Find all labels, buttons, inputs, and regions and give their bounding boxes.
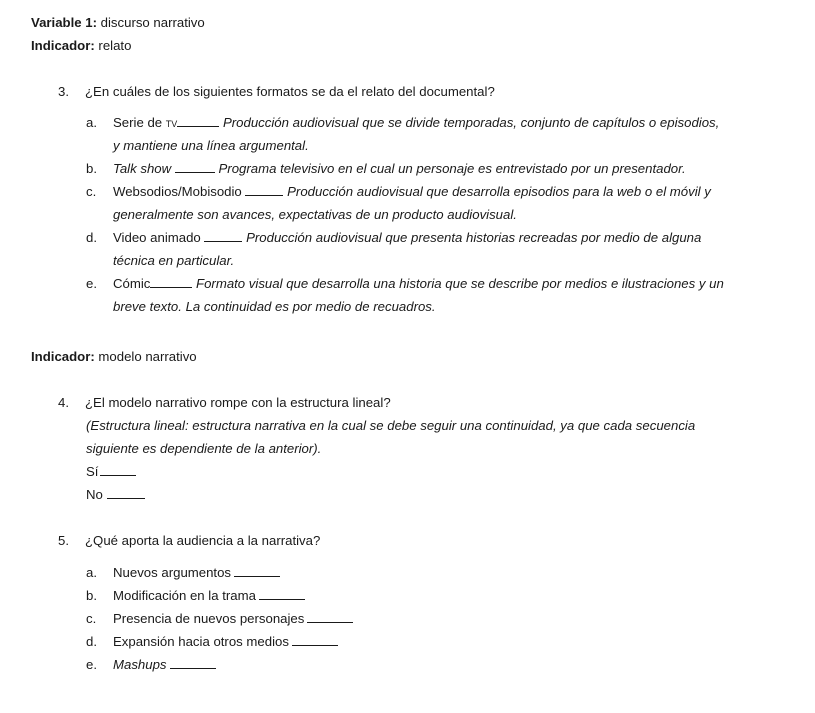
question-4 bbox=[58, 394, 391, 412]
option-label: Sí bbox=[86, 464, 99, 479]
list-item bbox=[86, 160, 686, 178]
variable-value: discurso narrativo bbox=[100, 15, 205, 30]
list-item bbox=[86, 587, 305, 605]
item-name: Video animado bbox=[113, 230, 201, 245]
item-description-cont: y mantiene una línea argumental. bbox=[113, 138, 309, 153]
answer-blank[interactable] bbox=[307, 610, 353, 623]
indicator-value: relato bbox=[98, 38, 132, 53]
answer-blank[interactable] bbox=[245, 183, 283, 196]
question-number: 4. bbox=[58, 395, 69, 410]
question-text: ¿Qué aporta la audiencia a la narrativa? bbox=[85, 533, 321, 548]
list-item bbox=[86, 229, 701, 247]
answer-blank[interactable] bbox=[292, 633, 338, 646]
item-letter: e. bbox=[86, 276, 97, 291]
item-letter: c. bbox=[86, 184, 97, 199]
item-name: Cómic bbox=[113, 276, 151, 291]
item-letter: e. bbox=[86, 657, 97, 672]
item-letter: b. bbox=[86, 588, 97, 603]
item-name-suffix: TV bbox=[165, 119, 178, 129]
indicator-value: modelo narrativo bbox=[98, 349, 197, 364]
answer-blank[interactable] bbox=[100, 463, 136, 476]
question-3 bbox=[58, 83, 495, 101]
item-name: Talk show bbox=[113, 161, 172, 176]
list-item bbox=[86, 183, 711, 201]
indicator-label: Indicador: bbox=[31, 38, 95, 53]
question-number: 5. bbox=[58, 533, 69, 548]
item-letter: d. bbox=[86, 230, 97, 245]
answer-blank[interactable] bbox=[150, 275, 192, 288]
item-name: Expansión hacia otros medios bbox=[113, 634, 289, 649]
item-description: Formato visual que desarrolla una historia que se describe por medios e ilustraciones y un bbox=[196, 276, 724, 291]
item-description: Programa televisivo en el cual un personaje es entrevistado por un presentador. bbox=[218, 161, 686, 176]
item-letter: d. bbox=[86, 634, 97, 649]
option-label: No bbox=[86, 487, 103, 502]
option-no bbox=[86, 486, 145, 504]
item-name: Mashups bbox=[113, 657, 167, 672]
answer-blank[interactable] bbox=[177, 114, 219, 127]
item-letter: c. bbox=[86, 611, 97, 626]
item-name: Nuevos argumentos bbox=[113, 565, 232, 580]
item-description-cont: generalmente son avances, expectativas de un producto audiovisual. bbox=[113, 207, 517, 222]
list-item bbox=[86, 633, 338, 651]
list-item bbox=[86, 564, 280, 582]
item-name: Websodios/Mobisodio bbox=[113, 184, 242, 199]
question-note-cont: siguiente es dependiente de la anterior). bbox=[86, 441, 322, 456]
indicator-2-heading bbox=[31, 348, 197, 366]
question-text: ¿En cuáles de los siguientes formatos se da el relato del documental? bbox=[85, 84, 495, 99]
item-name: Modificación en la trama bbox=[113, 588, 256, 603]
item-letter: a. bbox=[86, 565, 97, 580]
variable-label: Variable 1: bbox=[31, 15, 97, 30]
answer-blank[interactable] bbox=[107, 486, 145, 499]
variable-1-heading bbox=[31, 14, 205, 32]
item-description: Producción audiovisual que desarrolla episodios para la web o el móvil y bbox=[287, 184, 711, 199]
item-description: Producción audiovisual que presenta historias recreadas por medio de alguna bbox=[246, 230, 702, 245]
question-note: (Estructura lineal: estructura narrativa en la cual se debe seguir una continuidad, ya que cada secuencia bbox=[86, 418, 696, 433]
answer-blank[interactable] bbox=[204, 229, 242, 242]
item-name: Presencia de nuevos personajes bbox=[113, 611, 305, 626]
item-letter: b. bbox=[86, 161, 97, 176]
answer-blank[interactable] bbox=[175, 160, 215, 173]
answer-blank[interactable] bbox=[170, 656, 216, 669]
question-5 bbox=[58, 532, 320, 550]
list-item bbox=[86, 114, 719, 133]
option-yes bbox=[86, 463, 136, 481]
item-name: Serie de bbox=[113, 115, 166, 130]
item-description-cont: breve texto. La continuidad es por medio de recuadros. bbox=[113, 299, 436, 314]
answer-blank[interactable] bbox=[259, 587, 305, 600]
list-item bbox=[86, 610, 353, 628]
item-description-cont: técnica en particular. bbox=[113, 253, 235, 268]
indicator-label: Indicador: bbox=[31, 349, 95, 364]
list-item bbox=[86, 656, 216, 674]
question-number: 3. bbox=[58, 84, 69, 99]
item-description: Producción audiovisual que se divide temporadas, conjunto de capítulos o episodios, bbox=[222, 115, 720, 130]
item-letter: a. bbox=[86, 115, 97, 130]
answer-blank[interactable] bbox=[234, 564, 280, 577]
indicator-1-heading bbox=[31, 37, 131, 55]
question-text: ¿El modelo narrativo rompe con la estructura lineal? bbox=[85, 395, 391, 410]
list-item bbox=[86, 275, 724, 293]
